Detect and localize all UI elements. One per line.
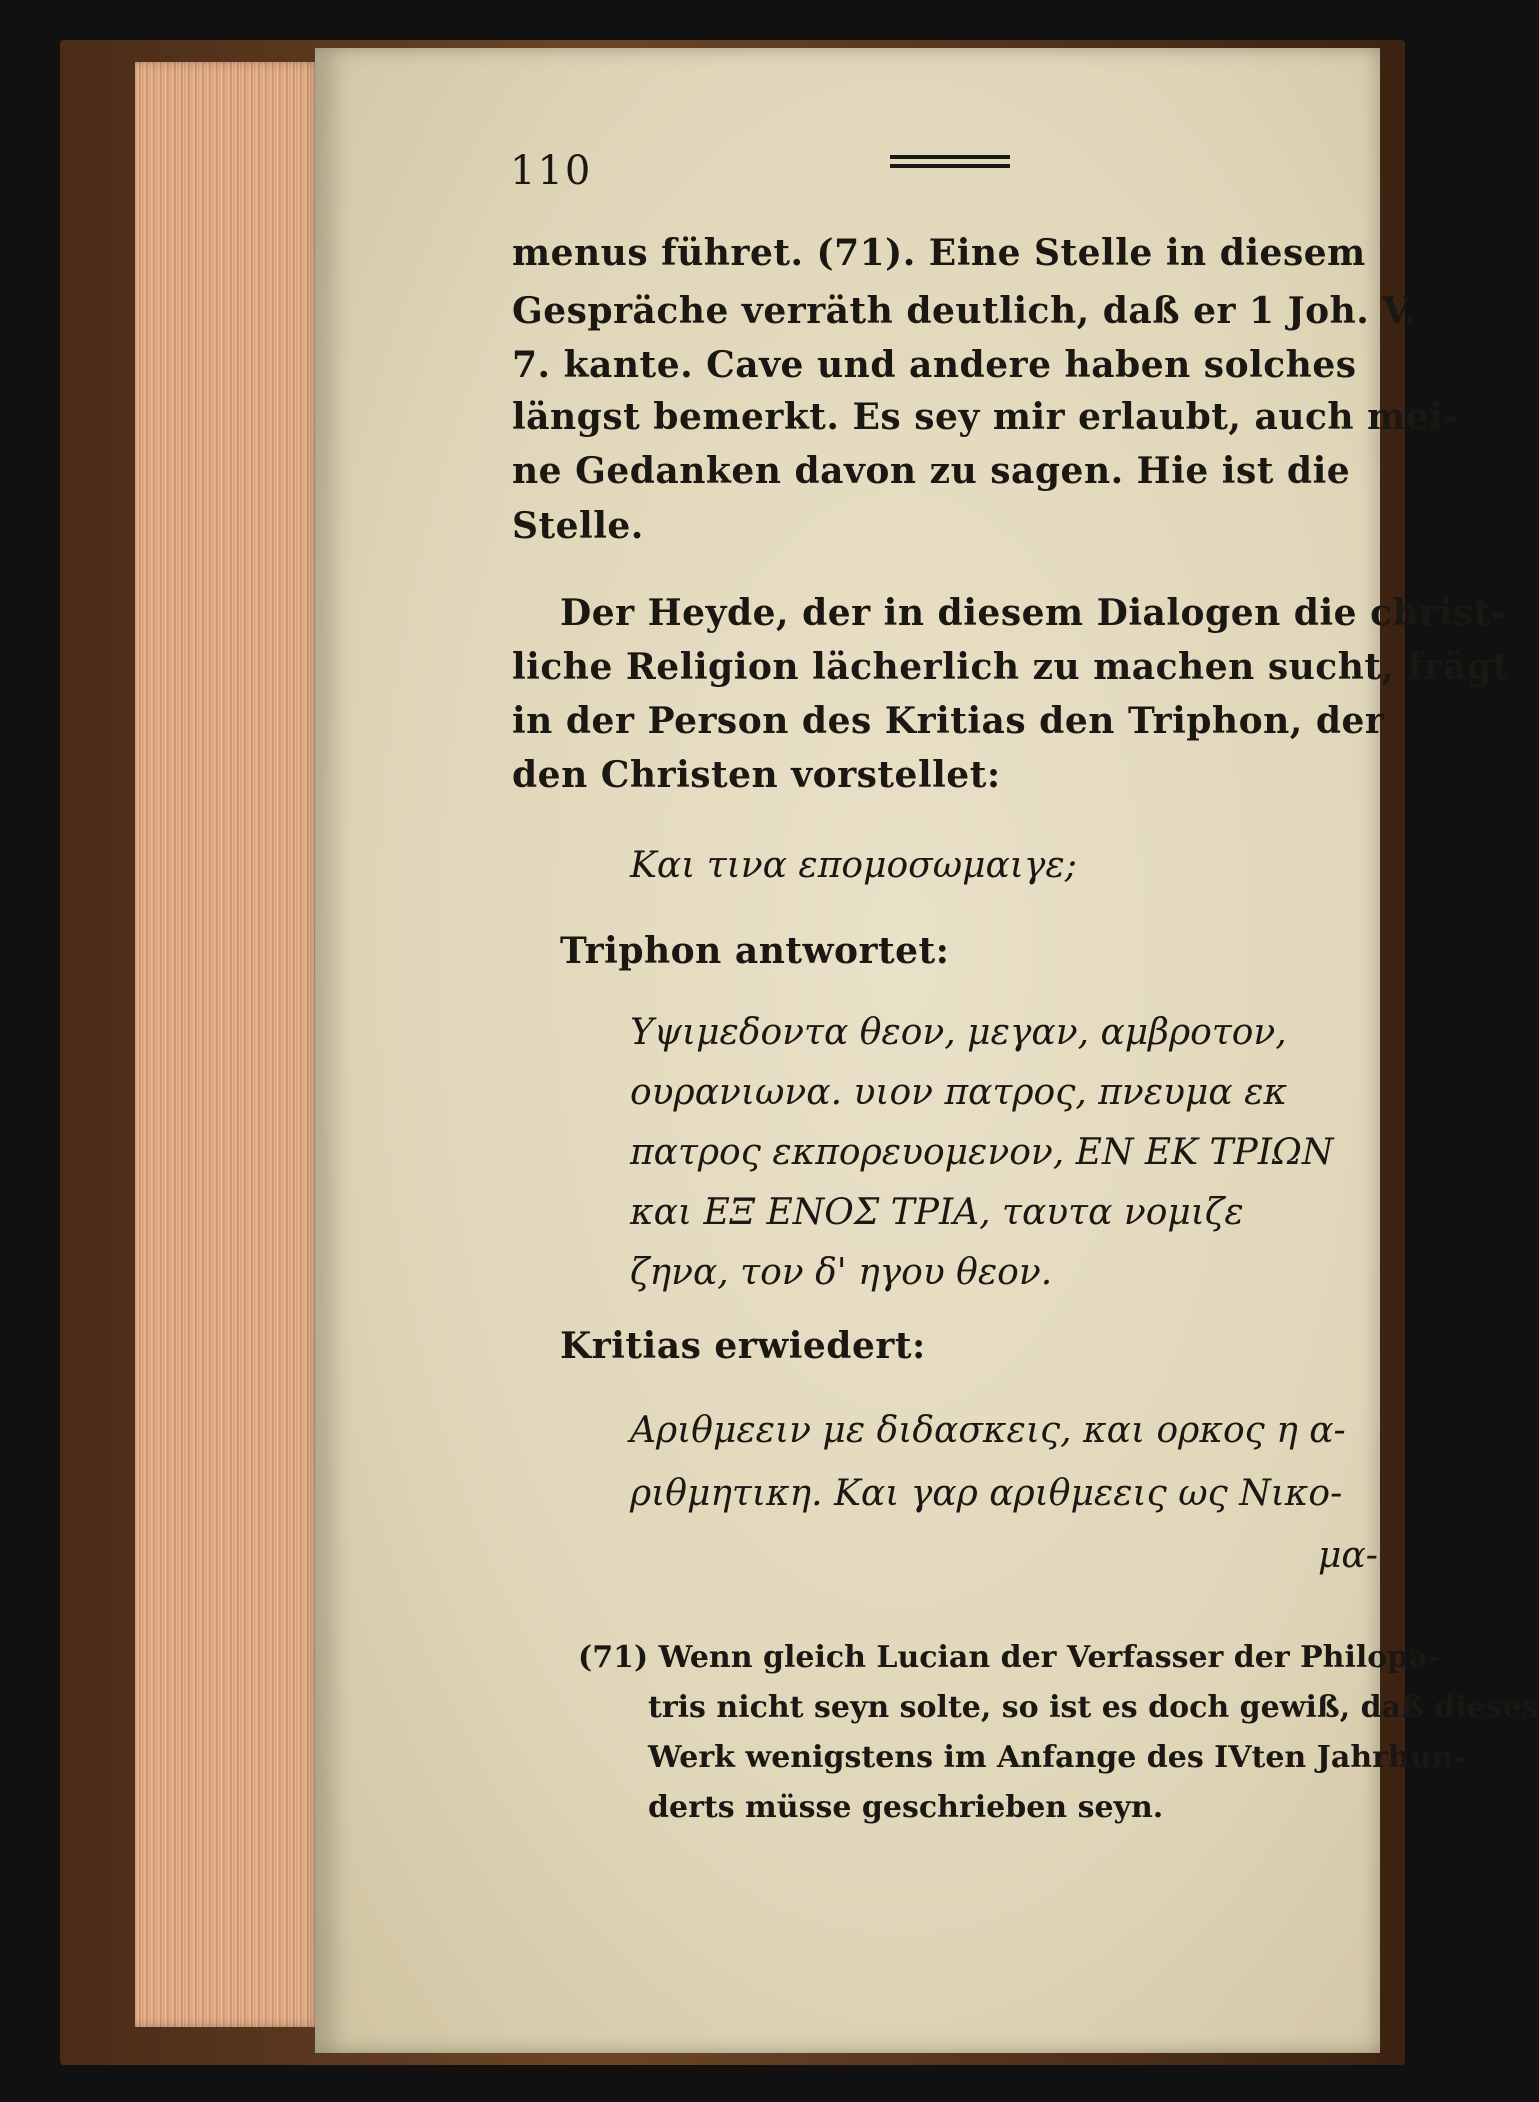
speaker-intro: Triphon antwortet: [560, 930, 950, 972]
body-line: menus führet. (71). Eine Stelle in diesem [512, 232, 1366, 274]
page-edges [135, 62, 320, 2027]
greek-line: ριθμητικη. Και γαρ αριθμεεις ως Νικο- [630, 1473, 1343, 1514]
body-line: längst bemerkt. Es sey mir erlaubt, auch mei- [512, 396, 1459, 438]
greek-line: πατρος εκπορευομενον, ΕΝ ΕΚ ΤΡΙΩΝ [630, 1132, 1334, 1173]
footnote-line: derts müsse geschrieben seyn. [648, 1790, 1164, 1825]
footnote-line: (71) Wenn gleich Lucian der Verfasser der Philopa- [578, 1640, 1441, 1675]
footnote-line: Werk wenigstens im Anfange des IVten Jahrhun- [648, 1740, 1466, 1775]
body-line: in der Person des Kritias den Triphon, der [512, 700, 1385, 742]
body-line: Stelle. [512, 505, 644, 547]
header-rule [890, 155, 1010, 173]
body-line: Gespräche verräth deutlich, daß er 1 Joh. V. [512, 290, 1418, 332]
greek-line: Υψιμεδοντα θεον, μεγαν, αμβροτον, [630, 1012, 1287, 1053]
body-line: ne Gedanken davon zu sagen. Hie ist die [512, 450, 1351, 492]
greek-line: ζηνα, τον δ' ηγου θεον. [630, 1252, 1053, 1293]
greek-line: Αριθμεειν με διδασκεις, και ορκος η α- [630, 1410, 1346, 1451]
body-line: 7. kante. Cave und andere haben solches [512, 344, 1357, 386]
footnote-line: tris nicht seyn solte, so ist es doch gewiß, daß dieses [648, 1690, 1539, 1725]
body-line: liche Religion lächerlich zu machen sucht, frägt [512, 646, 1510, 688]
catchword: μα- [1318, 1535, 1378, 1576]
page-number: 110 [510, 148, 593, 194]
greek-line: και ΕΞ ΕΝΟΣ ΤΡΙΑ, ταυτα νομιζε [630, 1192, 1244, 1233]
speaker-intro: Kritias erwiedert: [560, 1325, 926, 1367]
greek-line: ουρανιωνα. υιον πατρος, πνευμα εκ [630, 1072, 1288, 1113]
body-line: den Christen vorstellet: [512, 754, 1001, 796]
body-line: Der Heyde, der in diesem Dialogen die christ- [560, 592, 1507, 634]
greek-question: Και τινα επομοσωμαιγε; [630, 845, 1077, 886]
